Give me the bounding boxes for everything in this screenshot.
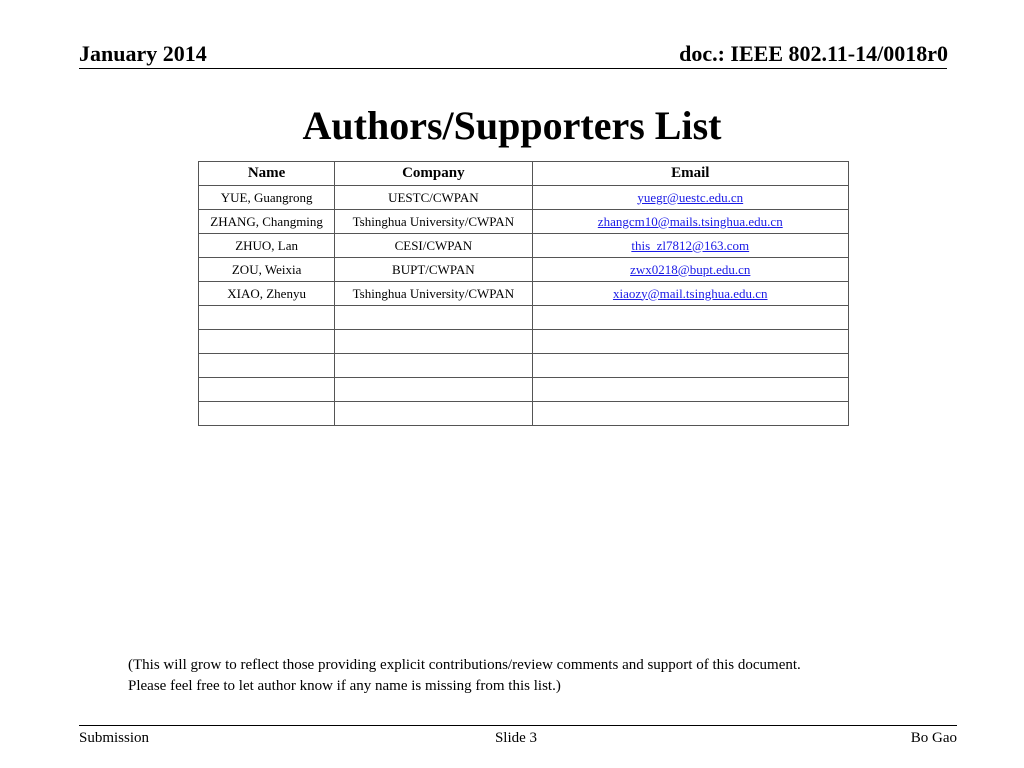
table-row-empty — [199, 306, 849, 330]
note-line-1: (This will grow to reflect those providing explicit contributions/review comments and support of this document. — [128, 657, 801, 673]
email-link[interactable]: zhangcm10@mails.tsinghua.edu.cn — [597, 213, 783, 229]
author-company-cell: CESI/CWPAN — [335, 234, 532, 258]
header-date: January 2014 — [79, 41, 207, 66]
author-email-cell — [532, 330, 849, 354]
slide-title: Authors/Supporters List — [302, 103, 722, 148]
contribution-note — [128, 655, 928, 697]
author-company-cell — [335, 354, 532, 378]
author-email-cell — [532, 234, 849, 258]
table-row-empty — [199, 354, 849, 378]
author-company-cell: BUPT/CWPAN — [335, 258, 532, 282]
column-header-email: Email — [532, 162, 849, 186]
email-link[interactable]: this_zl7812@163.com — [631, 237, 750, 253]
table-row — [199, 186, 849, 210]
footer-author: Bo Gao — [910, 730, 957, 746]
author-name-cell — [199, 306, 335, 330]
author-email-cell — [532, 354, 849, 378]
header-doc-id: doc.: IEEE 802.11-14/0018r0 — [679, 41, 948, 66]
author-email-cell — [532, 258, 849, 282]
author-company-cell: Tshinghua University/CWPAN — [335, 210, 532, 234]
author-name-cell — [199, 354, 335, 378]
column-header-name: Name — [199, 162, 335, 186]
author-name-cell: ZOU, Weixia — [199, 258, 335, 282]
table-row — [199, 210, 849, 234]
author-name-cell: ZHUO, Lan — [199, 234, 335, 258]
author-name-cell — [199, 330, 335, 354]
email-link[interactable]: yuegr@uestc.edu.cn — [637, 189, 744, 205]
author-company-cell: Tshinghua University/CWPAN — [335, 282, 532, 306]
table-row — [199, 234, 849, 258]
footer-submission: Submission — [79, 730, 150, 746]
author-name-cell — [199, 402, 335, 426]
footer-divider — [79, 725, 957, 726]
author-name-cell: XIAO, Zhenyu — [199, 282, 335, 306]
footer-slide-number: Slide 3 — [494, 730, 538, 746]
author-company-cell — [335, 402, 532, 426]
email-link[interactable]: xiaozy@mail.tsinghua.edu.cn — [612, 285, 768, 301]
author-email-cell — [532, 186, 849, 210]
author-name-cell: YUE, Guangrong — [199, 186, 335, 210]
author-email-cell — [532, 402, 849, 426]
table-row — [199, 258, 849, 282]
table-header-row — [199, 162, 849, 186]
author-company-cell — [335, 330, 532, 354]
email-link[interactable]: zwx0218@bupt.edu.cn — [630, 261, 751, 277]
author-email-cell — [532, 210, 849, 234]
table-row-empty — [199, 378, 849, 402]
table-row-empty — [199, 330, 849, 354]
table-row — [199, 282, 849, 306]
column-header-company: Company — [335, 162, 532, 186]
author-name-cell — [199, 378, 335, 402]
author-name-cell: ZHANG, Changming — [199, 210, 335, 234]
author-email-cell — [532, 282, 849, 306]
note-line-2: Please feel free to let author know if any name is missing from this list.) — [128, 678, 561, 694]
author-company-cell — [335, 378, 532, 402]
header-divider — [79, 68, 947, 69]
author-company-cell: UESTC/CWPAN — [335, 186, 532, 210]
author-email-cell — [532, 378, 849, 402]
author-company-cell — [335, 306, 532, 330]
table-row-empty — [199, 402, 849, 426]
authors-table — [198, 161, 849, 426]
author-email-cell — [532, 306, 849, 330]
